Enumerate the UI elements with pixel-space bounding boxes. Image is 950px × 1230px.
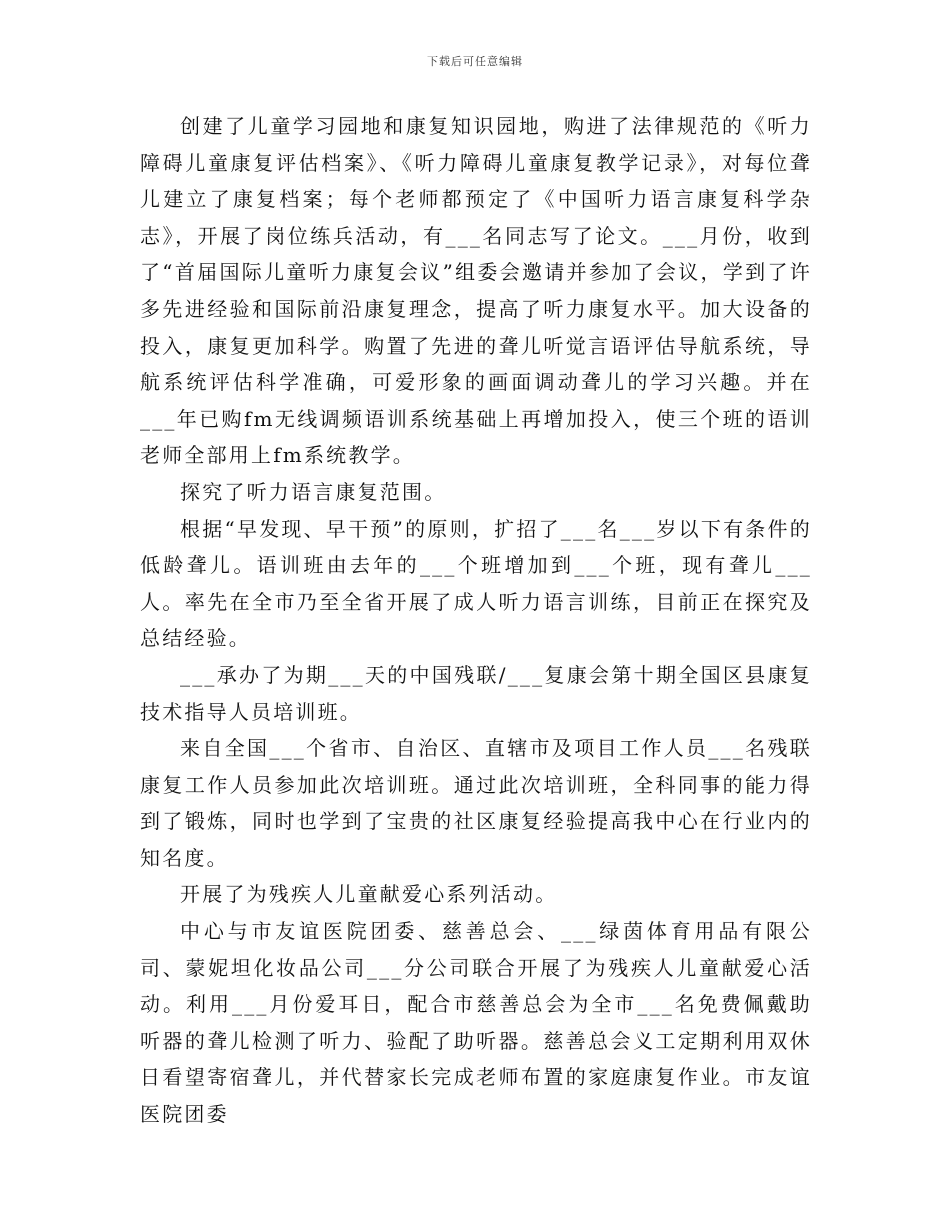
paragraph-facilities: 创建了儿童学习园地和康复知识园地，购进了法律规范的《听力障碍儿童康复评估档案》、《听力障碍儿童康复教学记录》，对每位聋儿建立了康复档案；每个老师都预定了《中国听力语言康复科学杂志》，开展了岗位练兵活动，有___名同志写了论文。___月份，收到了“首届国际儿童听力康复会议”组委会邀请并参加了会议，学到了许多先进经验和国际前沿康复理念，提高了听力康复水平。加大设备的投入，康复更加科学。购置了先进的聋儿听觉言语评估导航系统，导航系统评估科学准确，可爱形象的画面调动聋儿的学习兴趣。并在___年已购fm无线调频语训系统基础上再增加投入，使三个班的语训老师全部用上fm系统教学。 [140,114,812,468]
paragraph-charity-heading: 开展了为残疾人儿童献爱心系列活动。 [180,882,558,907]
paragraph-scope-heading: 探究了听力语言康复范围。 [180,479,447,504]
paragraph-attendees: 来自全国___个省市、自治区、直辖市及项目工作人员___名残联康复工作人员参加此次培训班。通过此次培训班，全科同事的能力得到了锻炼，同时也学到了宝贵的社区康复经验提高我中心在行业内的知名度。 [140,736,812,870]
page-header-note: 下载后可任意编辑 [427,55,523,68]
paragraph-charity-activities: 中心与市友谊医院团委、慈善总会、___绿茵体育用品有限公司、蒙妮坦化妆品公司___分公司联合开展了为残疾人儿童献爱心活动。利用___月份爱耳日，配合市慈善总会为全市___名免费佩戴助听器的聋儿检测了听力、验配了助听器。慈善总会义工定期利用双休日看望寄宿聋儿，并代替家长完成老师布置的家庭康复作业。市友谊医院团委 [140,919,812,1127]
paragraph-training-course: ___承办了为期___天的中国残联/___复康会第十期全国区县康复技术指导人员培训班。 [140,662,812,724]
paragraph-early-intervention: 根据“早发现、早干预”的原则，扩招了___名___岁以下有条件的低龄聋儿。语训班由去年的___个班增加到___个班，现有聋儿___人。率先在全市乃至全省开展了成人听力语言训练，目前正在探究及总结经验。 [140,516,812,651]
document-body [140,108,812,1133]
